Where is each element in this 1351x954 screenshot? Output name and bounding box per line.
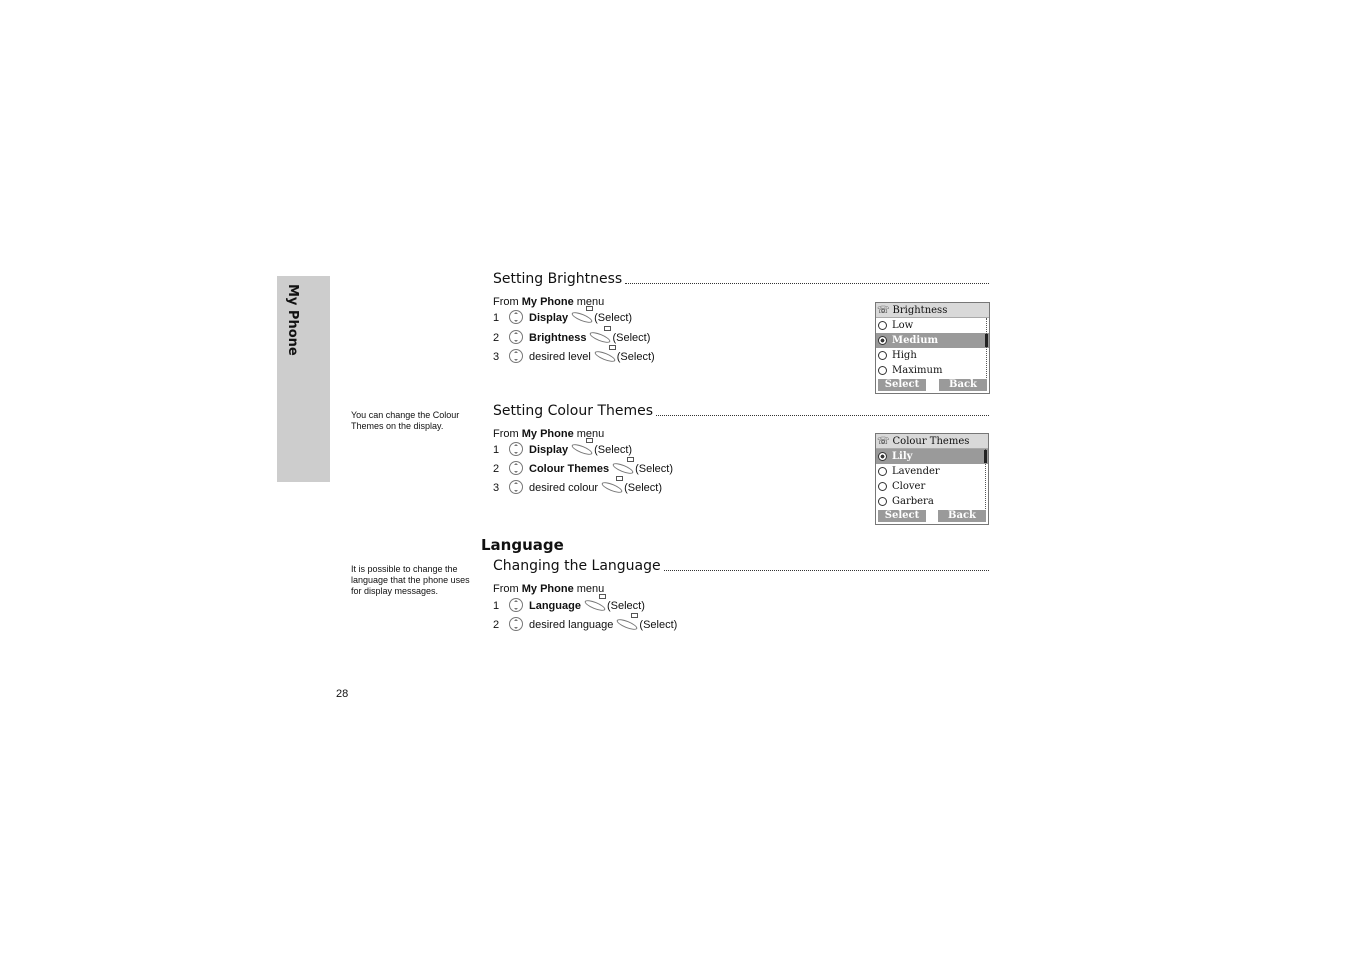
colour-step-2: 2 Colour Themes (Select)	[493, 463, 673, 475]
nav-key-icon	[509, 480, 523, 494]
brightness-screen	[875, 302, 990, 394]
screen-option: Garbera	[876, 494, 988, 509]
screen-option: High	[876, 348, 989, 363]
colour-screen	[875, 433, 989, 525]
soft-key-icon	[616, 617, 636, 627]
screen-title: Brightness	[892, 304, 948, 316]
language-section-title: Language	[481, 536, 564, 554]
scroll-thumb	[985, 334, 988, 347]
nav-key-icon	[509, 442, 523, 456]
brightness-step-3: 3 desired level (Select)	[493, 351, 655, 363]
colour-from-line: From My Phone menu	[493, 428, 605, 440]
brightness-heading-text: Setting Brightness	[493, 271, 623, 287]
colour-heading-text: Setting Colour Themes	[493, 403, 654, 419]
side-tab	[277, 276, 330, 482]
screen-option: Low	[876, 318, 989, 333]
select-softkey: Select	[878, 510, 926, 522]
nav-key-icon	[509, 461, 523, 475]
nav-key-icon	[509, 598, 523, 612]
language-from-line: From My Phone menu	[493, 583, 605, 595]
language-heading	[493, 558, 989, 574]
colour-side-note: You can change the Colour Themes on the display.	[351, 410, 460, 431]
soft-key-icon	[571, 442, 591, 452]
select-softkey: Select	[878, 379, 926, 391]
screen-option: Clover	[876, 479, 988, 494]
soft-key-icon	[571, 310, 591, 320]
phone-settings-icon: ☏	[877, 304, 890, 316]
nav-key-icon	[509, 330, 523, 344]
soft-key-icon	[612, 461, 632, 471]
phone-settings-icon: ☏	[877, 435, 890, 447]
side-tab-label: My Phone	[285, 284, 300, 356]
screen-option-selected: Lily	[876, 449, 988, 464]
brightness-step-1: 1 Display (Select)	[493, 312, 633, 324]
colour-step-1: 1 Display (Select)	[493, 444, 633, 456]
screen-option: Lavender	[876, 464, 988, 479]
nav-key-icon	[509, 617, 523, 631]
language-side-note: It is possible to change the language that the phone uses for display messages.	[351, 564, 470, 596]
screen-option-selected: Medium	[876, 333, 989, 348]
brightness-step-2: 2 Brightness (Select)	[493, 332, 651, 344]
scroll-thumb	[984, 450, 987, 463]
language-step-1: 1 Language (Select)	[493, 600, 645, 612]
language-step-2: 2 desired language (Select)	[493, 619, 678, 631]
colour-heading	[493, 403, 989, 419]
back-softkey: Back	[939, 379, 987, 391]
nav-key-icon	[509, 349, 523, 363]
nav-key-icon	[509, 310, 523, 324]
colour-step-3: 3 desired colour (Select)	[493, 482, 662, 494]
screen-title: Colour Themes	[892, 435, 970, 447]
brightness-from-line: From My Phone menu	[493, 296, 605, 308]
language-heading-text: Changing the Language	[493, 558, 661, 574]
back-softkey: Back	[938, 510, 986, 522]
soft-key-icon	[601, 480, 621, 490]
page-number: 28	[336, 688, 349, 700]
soft-key-icon	[584, 598, 604, 608]
scrollbar	[986, 318, 987, 378]
screen-option: Maximum	[876, 363, 989, 378]
brightness-heading	[493, 271, 989, 287]
soft-key-icon	[594, 349, 614, 359]
soft-key-icon	[589, 330, 609, 340]
